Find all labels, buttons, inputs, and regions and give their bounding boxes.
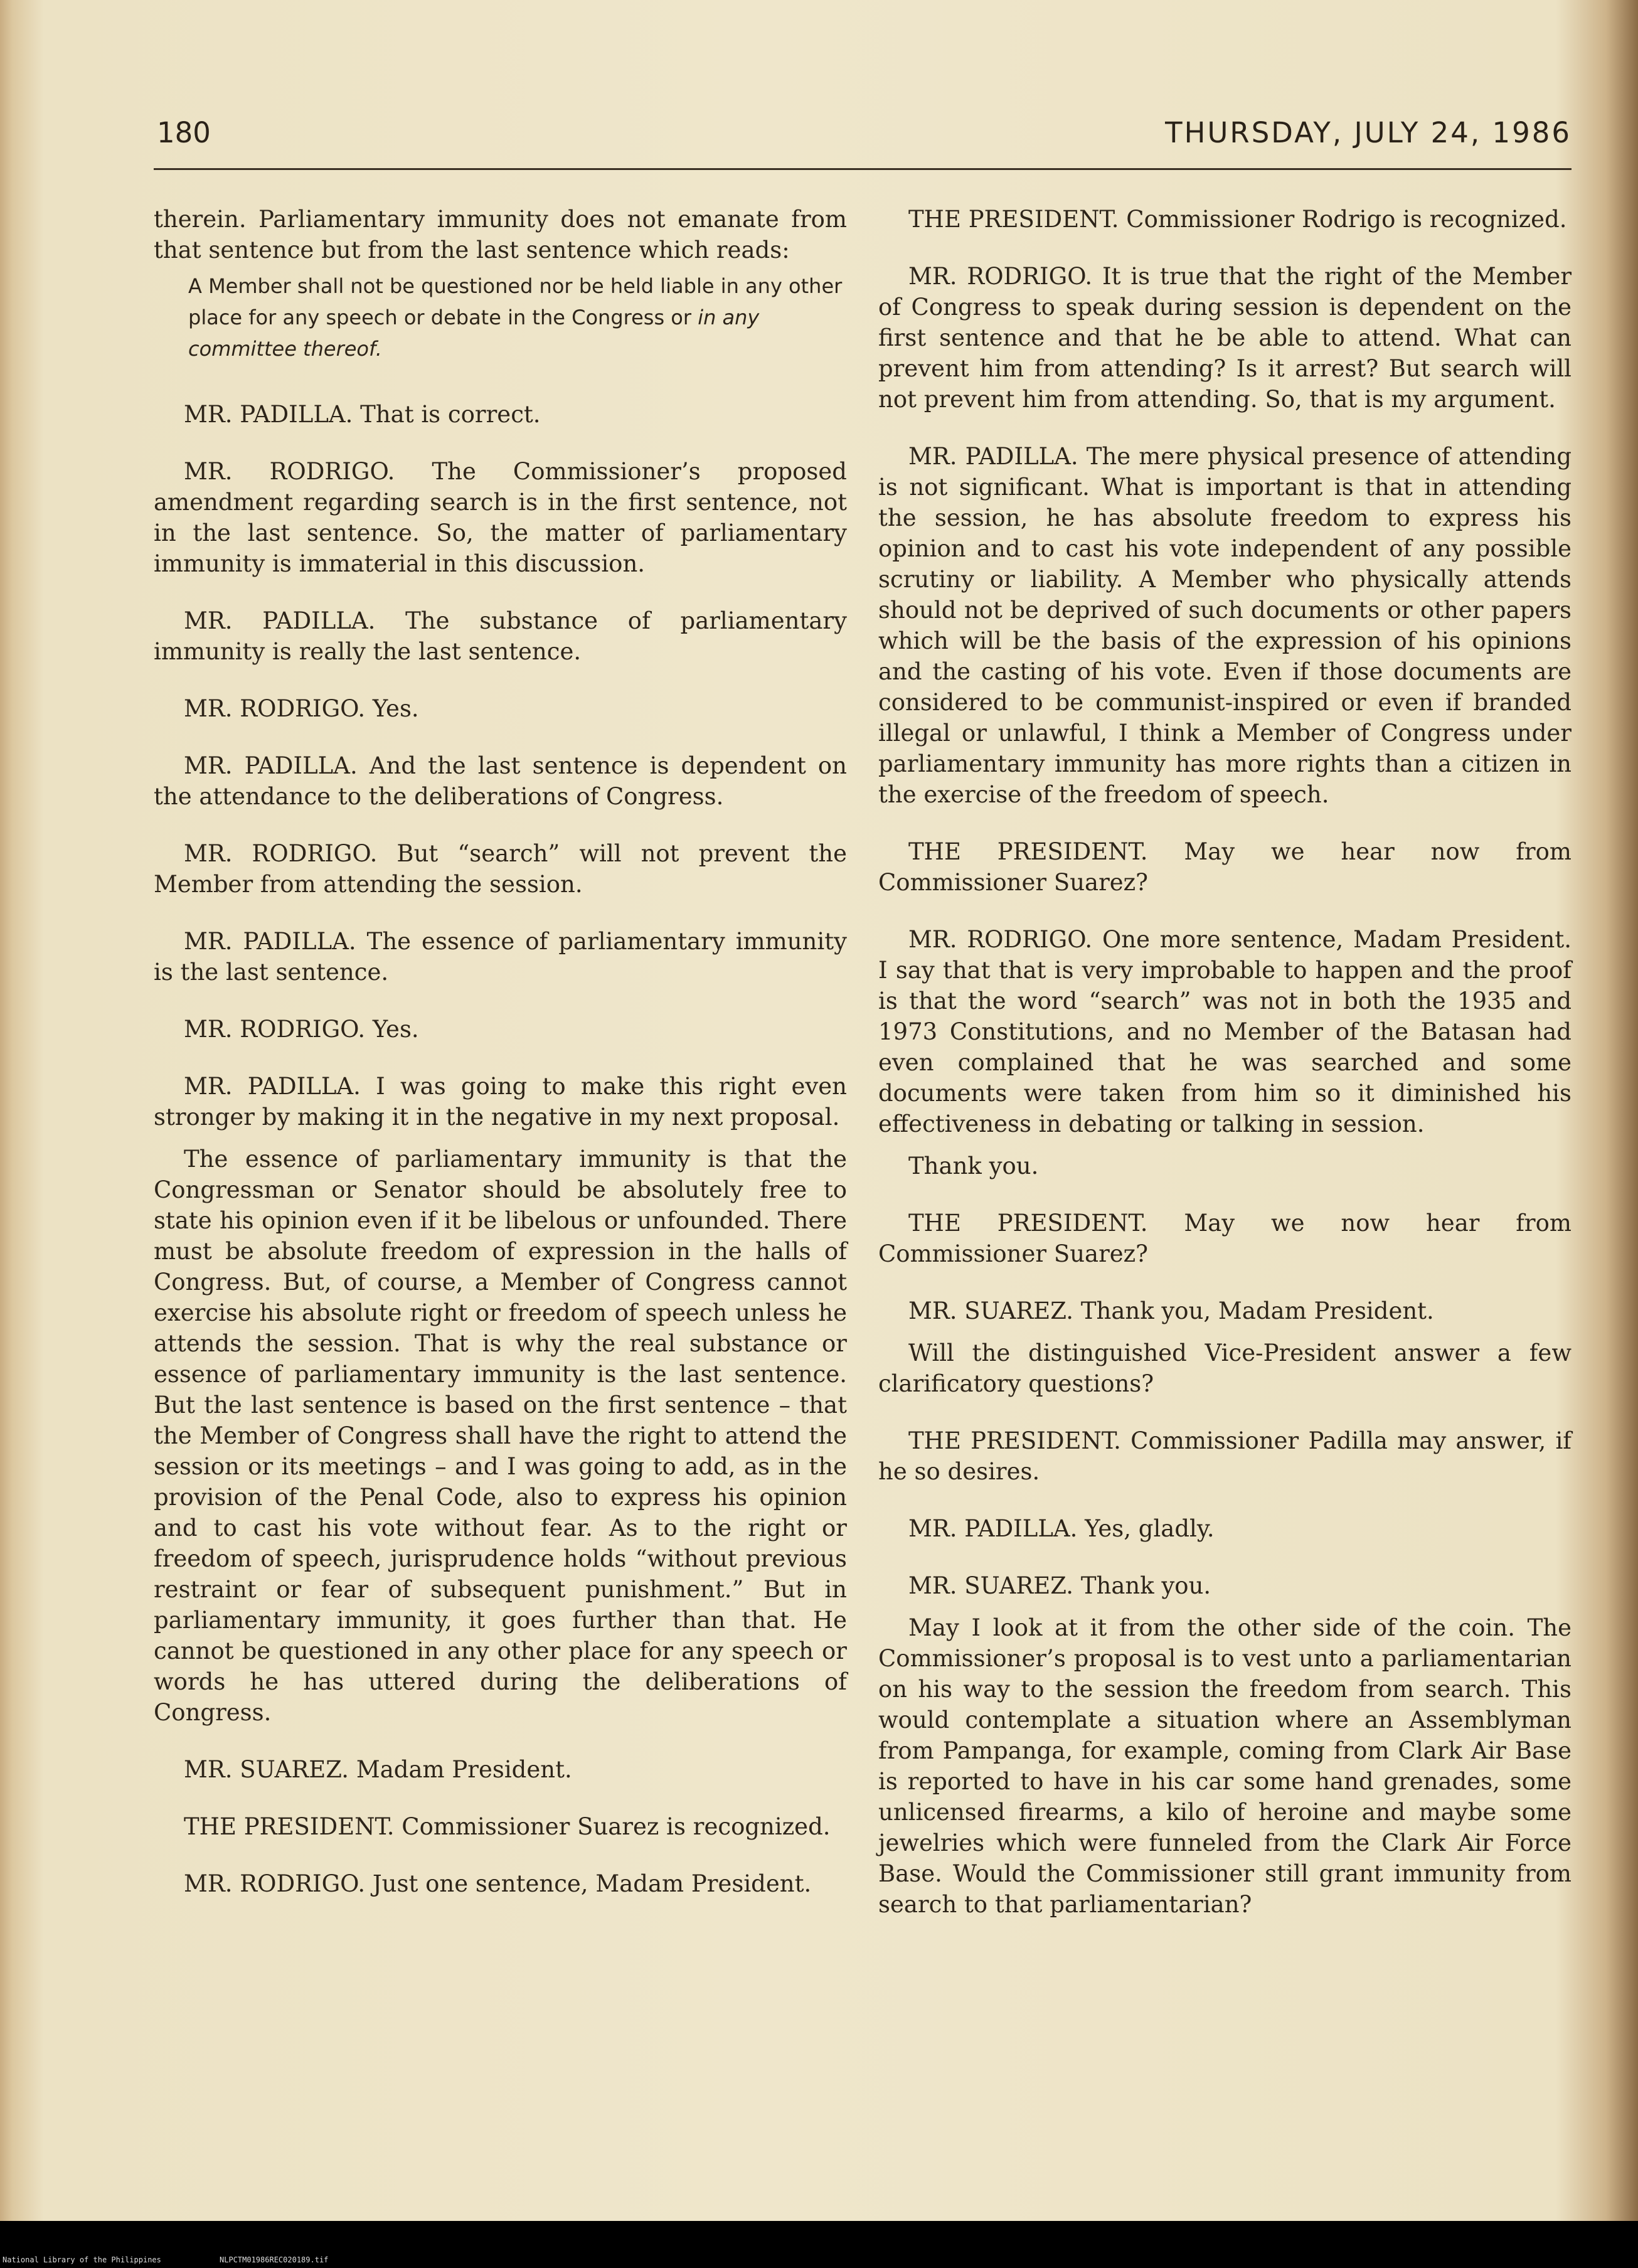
paragraph: THE PRESIDENT. Commissioner Padilla may answer, if he so desires. — [878, 1427, 1572, 1485]
footer-file: NLPCTM01986REC020189.tif — [220, 2255, 329, 2264]
page-header — [157, 113, 1572, 163]
quote-text: A Member shall not be questioned nor be held liable in any other place for any speech or debate in the Congress or — [188, 274, 843, 329]
paragraph: MR. PADILLA. I was going to make this right even stronger by making it in the negative in my next proposal. — [154, 1073, 847, 1131]
page-number: 180 — [157, 116, 211, 149]
header-rule — [154, 168, 1572, 170]
paragraph: MR. RODRIGO. But “search” will not prevent the Member from attending the session. — [154, 840, 847, 898]
paragraph: MR. PADILLA. And the last sentence is dependent on the attendance to the deliberations of Congress. — [154, 752, 847, 810]
paragraph: MR. RODRIGO. Yes. — [184, 695, 419, 722]
left-column — [154, 204, 847, 1925]
paragraph: The essence of parliamentary immunity is that the Congressman or Senator should be absolutely free to state his opinion even if it be libelous or unfounded. There must be absolute freedom of expression in the halls of Congress. But, of course, a Member of Congress cannot exercise his absolute right or freedom of speech unless he attends the session. That is why the real substance or essence of parliamentary immunity is the last sentence. But the last sentence is based on the first sentence – that the Member of Congress shall have the right to attend the session or its meetings – and I was going to add, as in the provision of the Penal Code, also to express his opinion and to cast his vote without fear. As to the right or freedom of speech, jurisprudence holds “without previous restraint or fear of subsequent punishment.” But in parliamentary immunity, it goes further than that. He cannot be questioned in any other place for any speech or words he has uttered during the deliberations of Congress. — [154, 1146, 847, 1726]
paragraph: MR. SUAREZ. Madam President. — [184, 1756, 572, 1783]
paragraph: therein. Parliamentary immunity does not emanate from that sentence but from the last sentence which reads: — [154, 206, 847, 264]
paragraph: MR. PADILLA. The substance of parliamentary immunity is really the last sentence. — [154, 607, 847, 665]
footer-library: National Library of the Philippines — [3, 2255, 161, 2264]
right-column — [878, 204, 1572, 1946]
paragraph: MR. PADILLA. The mere physical presence of attending is not significant. What is important is that in attending the session, he has absolute freedom to express his opinion and to cast his vote independent of any possible scrutiny or liability. A Member who physically attends should not be deprived of such documents or other papers which will be the basis of the expression of his opinions and the casting of his vote. Even if those documents are considered to be communist-inspired or even if branded illegal or unlawful, I think a Member of Congress under parliamentary immunity has more rights than a citizen in the exercise of the freedom of speech. — [878, 443, 1572, 808]
paragraph: THE PRESIDENT. May we hear now from Commissioner Suarez? — [878, 838, 1572, 896]
paragraph: May I look at it from the other side of the coin. The Commissioner’s proposal is to vest unto a parliamentarian on his way to the session the freedom from search. This would contemplate a situation where an Assemblyman from Pampanga, for example, coming from Clark Air Base is reported to have in his car some hand grenades, some unlicensed firearms, a kilo of heroine and maybe some jewelries which were funneled from the Clark Air Force Base. Would the Commissioner still grant immunity from search to that parliamentarian? — [878, 1614, 1572, 1918]
quote-italic-text: in any committee thereof. — [188, 306, 760, 361]
paragraph: THE PRESIDENT. Commissioner Suarez is recognized. — [184, 1813, 831, 1840]
paragraph: MR. RODRIGO. One more sentence, Madam President. I say that that is very improbable to happen and the proof is that the word “search” was not in both the 1935 and 1973 Constitutions, and no Member of the Batasan had even complained that he was searched and some documents were taken from him so it diminished his effectiveness in debating or talking in session. — [878, 926, 1572, 1137]
paragraph: THE PRESIDENT. Commissioner Rodrigo is recognized. — [908, 206, 1567, 233]
paragraph: Will the distinguished Vice-President answer a few clarificatory questions? — [878, 1339, 1572, 1397]
paragraph: MR. RODRIGO. It is true that the right of the Member of Congress to speak during session is dependent on the first sentence and that he be able to attend. What can prevent him from attending? Is it arrest? But search will not prevent him from attending. So, that is my argument. — [878, 263, 1572, 413]
block-quote — [188, 270, 847, 365]
paragraph: MR. SUAREZ. Thank you. — [908, 1572, 1211, 1599]
paragraph: MR. RODRIGO. The Commissioner’s proposed amendment regarding search is in the first sentence, not in the last sentence. So, the matter of parliamentary immunity is immaterial in this discussion. — [154, 458, 847, 577]
paragraph: MR. PADILLA. Yes, gladly. — [908, 1515, 1215, 1542]
paragraph: MR. RODRIGO. Just one sentence, Madam President. — [184, 1870, 812, 1897]
header-date: THURSDAY, JULY 24, 1986 — [1165, 116, 1572, 149]
paragraph: MR. PADILLA. That is correct. — [184, 401, 541, 428]
paragraph: MR. RODRIGO. Yes. — [184, 1016, 419, 1043]
paragraph: MR. SUAREZ. Thank you, Madam President. — [908, 1297, 1434, 1324]
paragraph: MR. PADILLA. The essence of parliamentary immunity is the last sentence. — [154, 928, 847, 986]
paragraph: Thank you. — [908, 1153, 1039, 1179]
paragraph: THE PRESIDENT. May we now hear from Commissioner Suarez? — [878, 1210, 1572, 1267]
